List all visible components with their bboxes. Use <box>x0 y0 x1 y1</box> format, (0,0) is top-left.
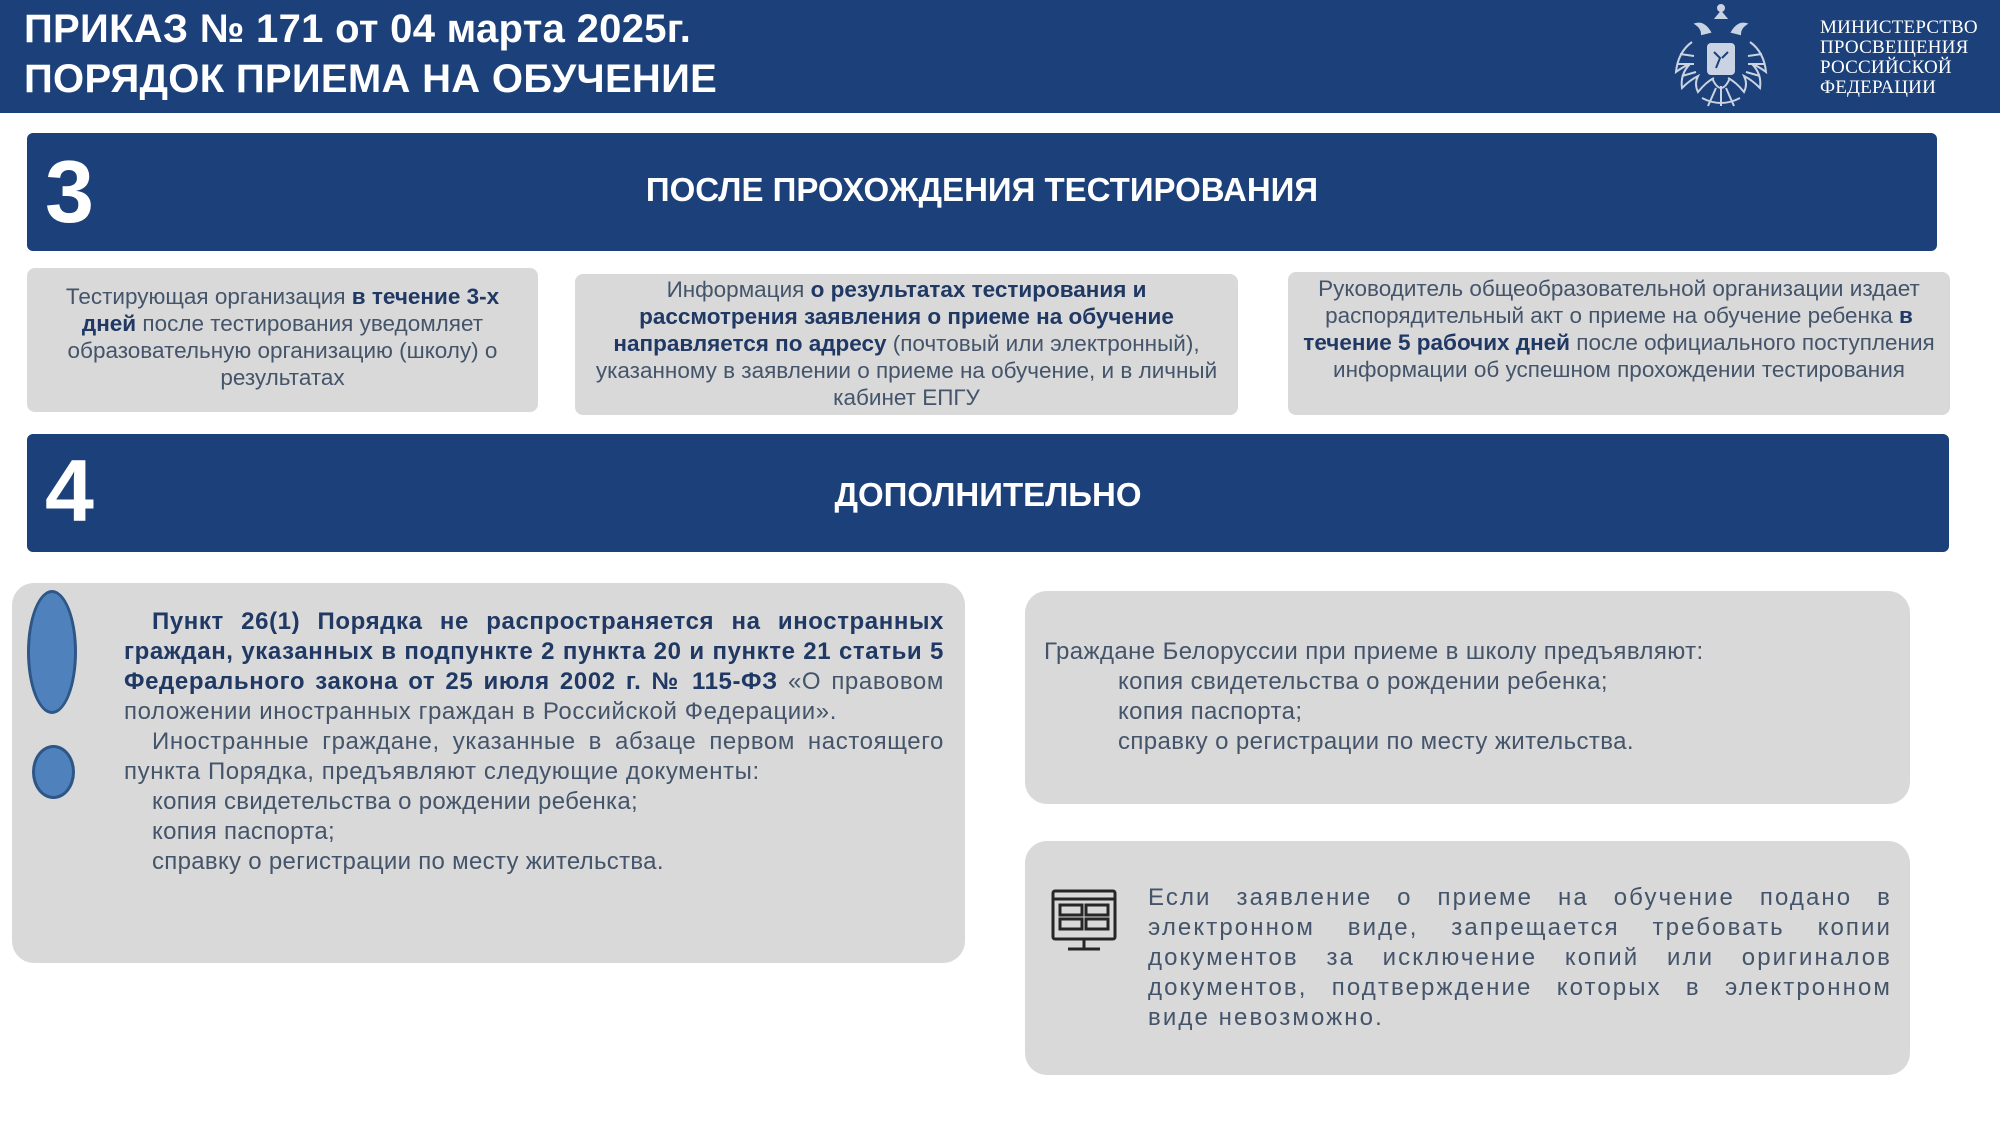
list-item: копия паспорта; <box>152 818 335 845</box>
double-headed-eagle-emblem-icon <box>1672 2 1770 112</box>
list-item: справку о регистрации по месту жительства. <box>152 848 664 875</box>
card-bold-text: в течение 5 рабочих дней <box>1303 303 1913 355</box>
card-text: после тестирования уведомляет образовательную организацию (школу) о результатах <box>67 311 498 390</box>
decorative-oval-small <box>32 745 75 799</box>
section-4-number: 4 <box>45 441 94 540</box>
foreign-citizens-text <box>124 607 944 877</box>
card-bold-text: в течение 3-х дней <box>81 284 500 336</box>
list-item: справку о регистрации по месту жительства. <box>1118 728 1634 755</box>
electronic-application-text: Если заявление о приеме на обучение подано в электронном виде, запрещается требовать копии документов за исключение копий или оригиналов документов, подтверждение которых в электронном виде невозможно. <box>1148 884 1892 1031</box>
decorative-oval-large <box>27 590 77 714</box>
section-3-number: 3 <box>45 142 94 241</box>
info-card-notification <box>27 268 538 412</box>
card-text: (почтовый или электронный), указанному в заявлении о приеме на обучение, и в личный кабинет ЕПГУ <box>595 331 1218 410</box>
page-title-line1: ПРИКАЗ № 171 от 04 марта 2025г. <box>24 7 692 51</box>
belarus-intro: Граждане Белоруссии при приеме в школу предъявляют: <box>1044 638 1704 665</box>
ministry-line2: ПРОСВЕЩЕНИЯ <box>1820 37 1969 58</box>
info-card-admission-act <box>1288 272 1950 415</box>
belarus-citizens-text <box>1044 637 1884 757</box>
card-text: Информация <box>666 277 811 302</box>
card-text: Руководитель общеобразовательной организации издает распорядительный акт о приеме на обучение ребенка <box>1318 276 1920 328</box>
ministry-line4: ФЕДЕРАЦИИ <box>1820 77 1937 98</box>
computer-monitor-icon <box>1050 888 1118 956</box>
list-item: копия свидетельства о рождении ребенка; <box>1118 668 1608 695</box>
section-3-title: ПОСЛЕ ПРОХОЖДЕНИЯ ТЕСТИРОВАНИЯ <box>645 171 1319 208</box>
section-3-banner <box>27 133 1937 251</box>
card-text: Тестирующая организация <box>65 284 352 309</box>
ministry-line1: МИНИСТЕРСТВО <box>1820 17 1978 38</box>
section-4-banner <box>27 434 1949 552</box>
info-card-results <box>575 274 1238 415</box>
section-4-title: ДОПОЛНИТЕЛЬНО <box>834 476 1142 513</box>
page-title-line2: ПОРЯДОК ПРИЕМА НА ОБУЧЕНИЕ <box>24 57 718 101</box>
list-item: копия паспорта; <box>1118 698 1303 725</box>
card-text: после официального поступления информации об успешном прохождении тестирования <box>1333 330 1935 382</box>
paragraph-bold: Пункт 26(1) Порядка не распространяется на иностранных граждан, указанных в подпункте 2 пункта 20 и пункте 21 статьи 5 Федерального закона от 25 июля 2002 г. № 115-ФЗ <box>124 608 944 695</box>
page-title <box>24 4 717 104</box>
paragraph-normal: «О правовом положении иностранных граждан в Российской Федерации». <box>124 668 944 725</box>
ministry-label <box>1820 18 1978 98</box>
ministry-line3: РОССИЙСКОЙ <box>1820 57 1952 78</box>
card-bold-text: о результатах тестирования и рассмотрения заявления о приеме на обучение направляется по адресу <box>613 277 1174 356</box>
paragraph-documents: Иностранные граждане, указанные в абзаце первом настоящего пункта Порядка, предъявляют следующие документы: <box>124 728 944 785</box>
list-item: копия свидетельства о рождении ребенка; <box>152 788 638 815</box>
header-bar <box>0 0 2000 113</box>
